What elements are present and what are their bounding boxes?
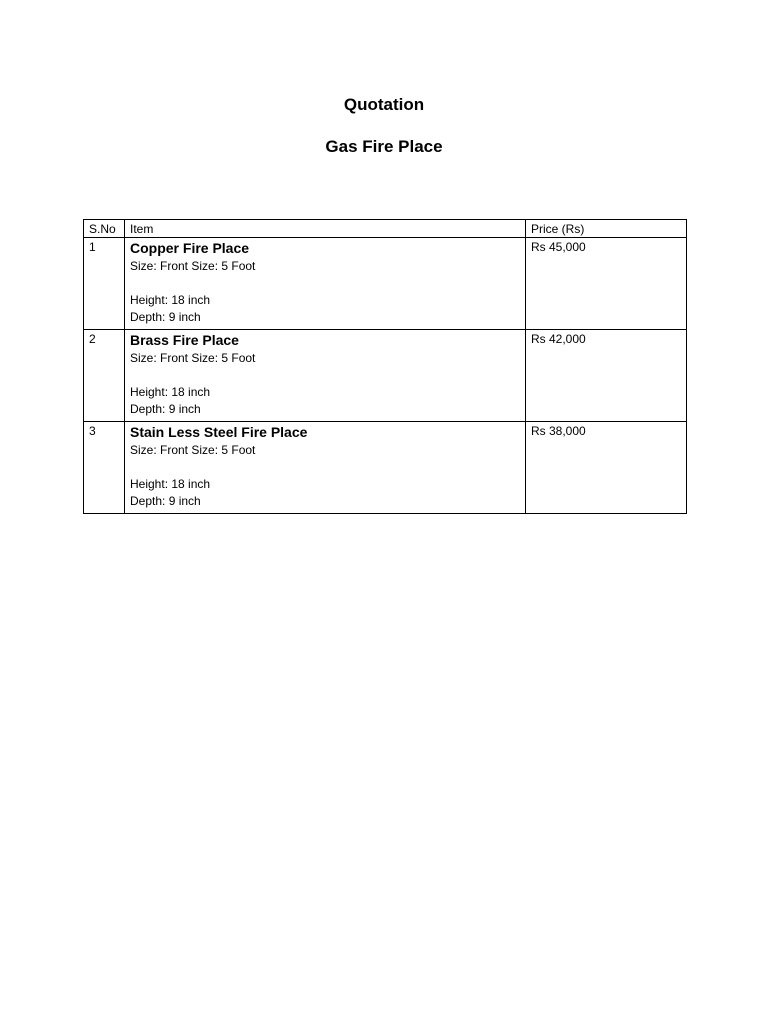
item-size: Size: Front Size: 5 Foot — [130, 259, 256, 273]
item-height: Height: 18 inch — [130, 477, 211, 491]
row-price: Rs 42,000 — [526, 330, 687, 422]
quotation-table — [83, 219, 687, 514]
header-price: Price (Rs) — [526, 220, 687, 238]
row-item — [125, 238, 526, 330]
row-sno: 2 — [84, 330, 125, 422]
item-name: Brass Fire Place — [130, 332, 239, 348]
document-subtitle: Gas Fire Place — [325, 137, 443, 156]
spacer — [130, 275, 520, 292]
item-depth: Depth: 9 inch — [130, 494, 201, 508]
row-item — [125, 330, 526, 422]
row-price: Rs 38,000 — [526, 422, 687, 514]
header-item: Item — [125, 220, 526, 238]
table-header-row — [84, 220, 687, 238]
item-size: Size: Front Size: 5 Foot — [130, 351, 256, 365]
row-sno: 1 — [84, 238, 125, 330]
row-item — [125, 422, 526, 514]
document-title: Quotation — [343, 95, 425, 114]
table-row — [84, 238, 687, 330]
table-row — [84, 422, 687, 514]
spacer — [130, 367, 520, 384]
item-name: Stain Less Steel Fire Place — [130, 424, 308, 440]
item-name: Copper Fire Place — [130, 240, 250, 256]
table-row — [84, 330, 687, 422]
row-price: Rs 45,000 — [526, 238, 687, 330]
row-sno: 3 — [84, 422, 125, 514]
item-height: Height: 18 inch — [130, 385, 211, 399]
header-sno: S.No — [84, 220, 125, 238]
item-depth: Depth: 9 inch — [130, 310, 201, 324]
item-height: Height: 18 inch — [130, 293, 211, 307]
item-size: Size: Front Size: 5 Foot — [130, 443, 256, 457]
spacer — [130, 459, 520, 476]
item-depth: Depth: 9 inch — [130, 402, 201, 416]
